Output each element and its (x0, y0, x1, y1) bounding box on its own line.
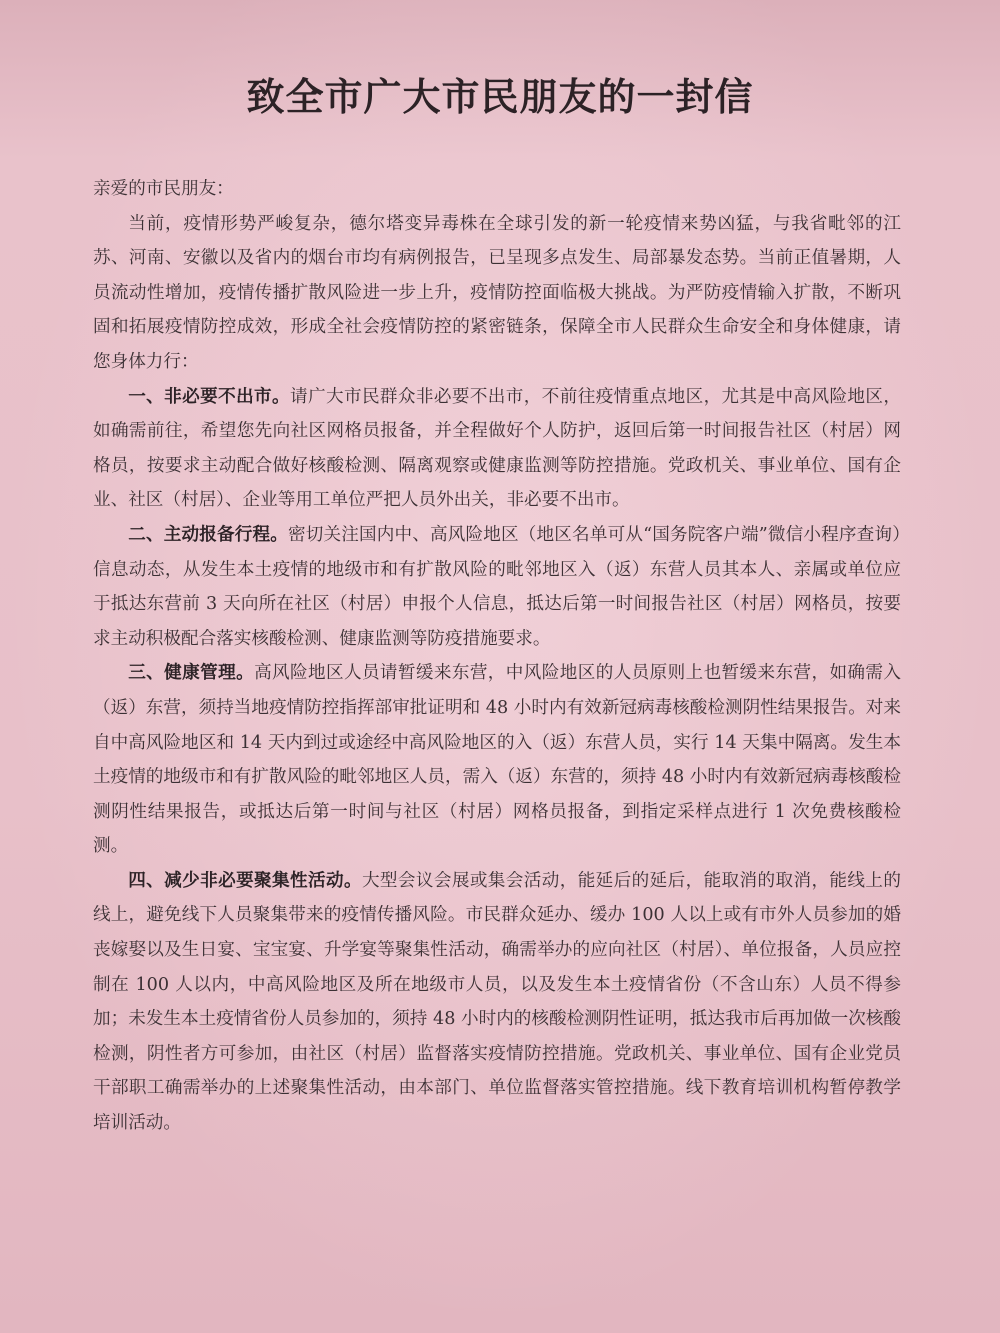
section-2-paragraph (93, 518, 901, 656)
section-3-paragraph (93, 656, 901, 864)
section-4-paragraph (93, 864, 901, 1141)
section-4-heading: 四、减少非必要聚集性活动。 (128, 870, 362, 891)
letter-body (93, 172, 901, 1141)
section-2-heading: 二、主动报备行程。 (128, 524, 288, 545)
intro-paragraph: 当前，疫情形势严峻复杂，德尔塔变异毒株在全球引发的新一轮疫情来势凶猛，与我省毗邻的江苏、河南、安徽以及省内的烟台市均有病例报告，已呈现多点发生、局部暴发态势。当前正值暑期，人员流动性增加，疫情传播扩散风险进一步上升，疫情防控面临极大挑战。为严防疫情输入扩散，不断巩固和拓展疫情防控成效，形成全社会疫情防控的紧密链条，保障全市人民群众生命安全和身体健康，请您身体力行： (93, 213, 901, 372)
section-3-text: 高风险地区人员请暂缓来东营，中风险地区的人员原则上也暂缓来东营，如确需入（返）东营，须持当地疫情防控指挥部审批证明和 48 小时内有效新冠病毒核酸检测阴性结果报告。对来自中高风险地区和 14 天内到过或途经中高风险地区的入（返）东营人员，实行 14 天集中隔离。发生本土疫情的地级市和有扩散风险的毗邻地区人员，需入（返）东营的，须持 48 小时内有效新冠病毒核酸检测阴性结果报告，或抵达后第一时间与社区（村居）网格员报备，到指定采样点进行 1 次免费核酸检测。 (93, 663, 901, 857)
section-1-paragraph (93, 380, 901, 518)
salutation: 亲爱的市民朋友： (93, 179, 234, 199)
section-1-heading: 一、非必要不出市。 (128, 386, 291, 407)
letter-title: 致全市广大市民朋友的一封信 (246, 75, 754, 119)
section-4-text: 大型会议会展或集会活动，能延后的延后，能取消的取消，能线上的线上，避免线下人员聚集带来的疫情传播风险。市民群众延办、缓办 100 人以上或有市外人员参加的婚丧嫁娶以及生日宴、宝宝宴、升学宴等聚集性活动，确需举办的应向社区（村居）、单位报备，人员应控制在 100 人以内，中高风险地区及所在地级市人员，以及发生本土疫情省份（不含山东）人员不得参加；未发生本土疫情省份人员参加的，须持 48 小时内的核酸检测阴性证明，抵达我市后再加做一次核酸检测，阴性者方可参加，由社区（村居）监督落实疫情防控措施。党政机关、事业单位、国有企业党员干部职工确需举办的上述聚集性活动，由本部门、单位监督落实管控措施。线下教育培训机构暂停教学培训活动。 (93, 870, 901, 1134)
section-1-text: 请广大市民群众非必要不出市，不前往疫情重点地区，尤其是中高风险地区，如确需前往，希望您先向社区网格员报备，并全程做好个人防护，返回后第一时间报告社区（村居）网格员，按要求主动配合做好核酸检测、隔离观察或健康监测等防控措施。党政机关、事业单位、国有企业、社区（村居）、企业等用工单位严把人员外出关，非必要不出市。 (93, 386, 901, 511)
section-2-text: 密切关注国内中、高风险地区（地区名单可从“国务院客户端”微信小程序查询）信息动态，从发生本土疫情的地级市和有扩散风险的毗邻地区入（返）东营人员其本人、亲属或单位应于抵达东营前 3 天向所在社区（村居）申报个人信息，抵达后第一时间报告社区（村居）网格员，按要求主动积极配合落实核酸检测、健康监测等防疫措施要求。 (93, 524, 901, 649)
section-3-heading: 三、健康管理。 (128, 663, 255, 684)
